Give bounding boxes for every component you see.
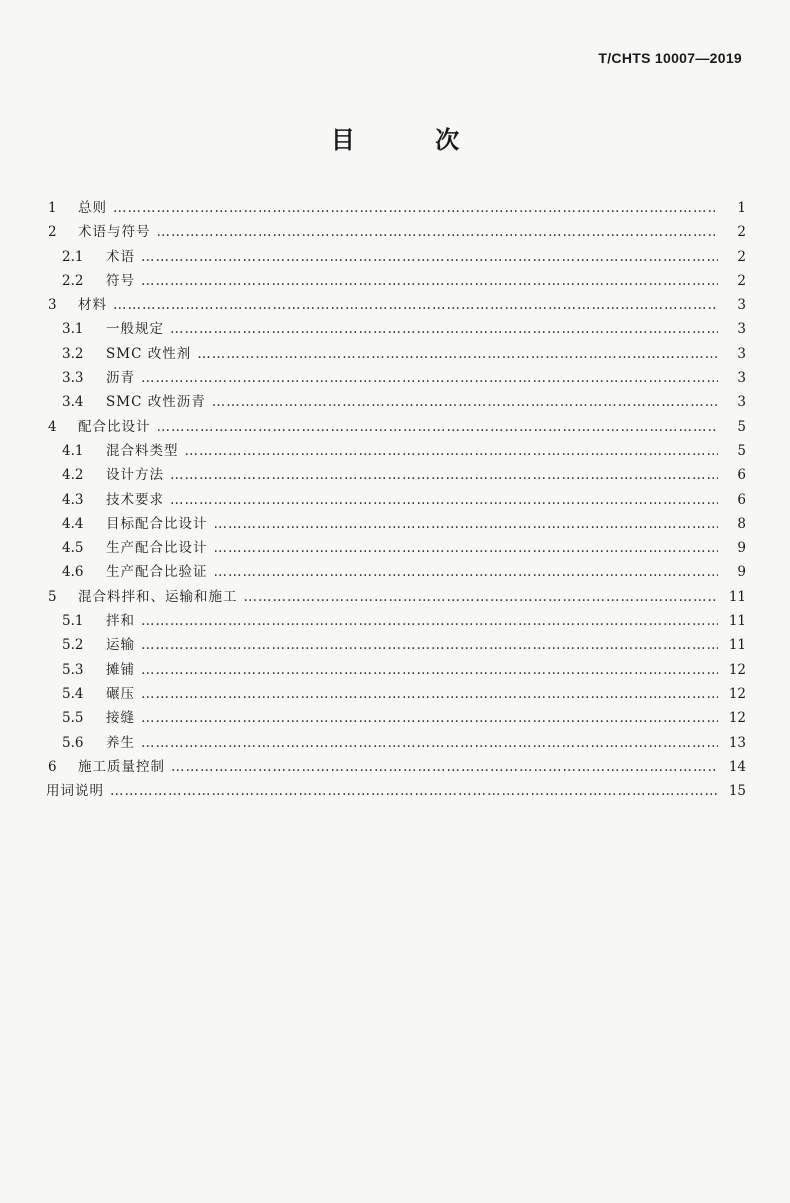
dot-leader (141, 735, 718, 751)
toc-entry[interactable] (46, 512, 746, 536)
toc-entry-number: 5.2 (62, 637, 84, 654)
toc-entry[interactable] (46, 463, 746, 487)
toc-entry-page: 11 (728, 588, 746, 605)
dot-leader (171, 759, 718, 775)
toc-entry-number: 6 (48, 758, 57, 775)
toc-entry-label: 施工质量控制 (78, 758, 165, 775)
toc-entry-label: 一般规定 (106, 321, 164, 338)
toc-entry[interactable] (46, 196, 746, 220)
dot-leader (214, 516, 719, 532)
toc-entry-label: 混合料类型 (106, 442, 179, 459)
toc-entry[interactable] (46, 633, 746, 657)
toc-entry-page: 6 (737, 491, 746, 508)
toc-entry-label: 接缝 (106, 710, 135, 727)
toc-entry-number: 2.1 (62, 248, 84, 265)
toc-entry-number: 5 (48, 588, 57, 605)
toc-entry-number: 3.1 (62, 321, 84, 338)
toc-entry-number: 5.3 (62, 661, 84, 678)
toc-entry-number: 5.1 (62, 613, 84, 630)
toc-entry-number: 3.3 (62, 370, 84, 387)
toc-entry-label: 材料 (78, 297, 107, 314)
toc-entry-page: 13 (728, 734, 746, 751)
toc-entry[interactable] (46, 415, 746, 439)
toc-entry[interactable] (46, 317, 746, 341)
toc-entry[interactable] (46, 342, 746, 366)
toc-entry[interactable] (46, 390, 746, 414)
toc-entry-page: 9 (737, 540, 746, 557)
toc-entry[interactable] (46, 731, 746, 755)
toc-entry-number: 4.3 (62, 491, 84, 508)
toc-entry[interactable] (46, 706, 746, 730)
toc-entry-label: 生产配合比验证 (106, 564, 208, 581)
toc-entry-label: 运输 (106, 637, 135, 654)
dot-leader (110, 783, 718, 799)
toc-entry-number: 5.6 (62, 734, 84, 751)
toc-entry-label: 设计方法 (106, 467, 164, 484)
toc-entry-number: 4.6 (62, 564, 84, 581)
toc-entry-label: 术语 (106, 248, 135, 265)
toc-entry-page: 12 (728, 661, 746, 678)
dot-leader (141, 249, 718, 265)
dot-leader (141, 273, 718, 289)
dot-leader (141, 710, 718, 726)
toc-entry[interactable] (46, 439, 746, 463)
toc-entry-label: 碾压 (106, 685, 135, 702)
dot-leader (113, 297, 718, 313)
dot-leader (141, 370, 718, 386)
dot-leader (141, 637, 718, 653)
toc-entry-page: 15 (728, 783, 746, 800)
dot-leader (141, 613, 718, 629)
toc-entry-label: 符号 (106, 272, 135, 289)
toc-entry-page: 3 (737, 321, 746, 338)
toc-entry-label: 总则 (78, 200, 107, 216)
toc-entry-page: 5 (737, 418, 746, 435)
document-code: T/CHTS 10007—2019 (598, 50, 742, 66)
toc-entry[interactable] (46, 779, 746, 803)
toc-entry-page: 5 (737, 442, 746, 459)
toc-entry-number: 3.2 (62, 345, 84, 362)
page-title: 目 次 (330, 126, 496, 154)
toc-entry-label: 用词说明 (46, 783, 104, 800)
toc-entry-label: 拌和 (106, 613, 135, 630)
toc-entry-number: 2.2 (62, 272, 84, 289)
toc-entry-label: 生产配合比设计 (106, 540, 208, 557)
toc-entry-label: 混合料拌和、运输和施工 (78, 588, 238, 605)
dot-leader (214, 540, 719, 556)
toc-entry[interactable] (46, 366, 746, 390)
toc-entry[interactable] (46, 269, 746, 293)
dot-leader (113, 200, 718, 216)
toc-entry-number: 5.4 (62, 685, 84, 702)
toc-entry[interactable] (46, 536, 746, 560)
toc-entry-page: 11 (728, 613, 746, 630)
toc-entry[interactable] (46, 658, 746, 682)
toc-entry[interactable] (46, 488, 746, 512)
toc-entry-number: 4 (48, 418, 57, 435)
dot-leader (141, 662, 718, 678)
dot-leader (157, 224, 719, 240)
toc-entry-page: 6 (737, 467, 746, 484)
dot-leader (214, 564, 719, 580)
toc-entry-label: 术语与符号 (78, 224, 151, 241)
dot-leader (157, 419, 719, 435)
dot-leader (170, 467, 718, 483)
toc-entry-label: 目标配合比设计 (106, 515, 208, 532)
toc-entry-number: 1 (48, 200, 57, 216)
toc-entry-page: 3 (737, 394, 746, 411)
toc-entry-number: 4.5 (62, 540, 84, 557)
toc-entry-number: 4.2 (62, 467, 84, 484)
toc-entry-number: 4.4 (62, 515, 84, 532)
toc-entry-page: 1 (737, 200, 746, 216)
table-of-contents (46, 196, 746, 803)
toc-entry-page: 2 (737, 248, 746, 265)
toc-entry-number: 2 (48, 224, 57, 241)
toc-entry-label: 养生 (106, 734, 135, 751)
toc-entry-page: 12 (728, 685, 746, 702)
dot-leader (170, 492, 718, 508)
toc-entry[interactable] (46, 293, 746, 317)
toc-entry[interactable] (46, 560, 746, 584)
toc-entry-label: 配合比设计 (78, 418, 151, 435)
toc-entry-label: SMC 改性剂 (106, 345, 192, 362)
toc-entry-page: 3 (737, 345, 746, 362)
dot-leader (185, 443, 719, 459)
dot-leader (212, 394, 718, 410)
toc-entry-number: 3.4 (62, 394, 84, 411)
toc-entry[interactable] (46, 682, 746, 706)
toc-entry-number: 4.1 (62, 442, 84, 459)
toc-entry-page: 2 (737, 224, 746, 241)
dot-leader (170, 321, 718, 337)
toc-entry-page: 12 (728, 710, 746, 727)
toc-entry-page: 11 (728, 637, 746, 654)
toc-entry-number: 5.5 (62, 710, 84, 727)
toc-entry-page: 14 (728, 758, 746, 775)
toc-entry-page: 3 (737, 297, 746, 314)
toc-entry-label: 技术要求 (106, 491, 164, 508)
toc-entry[interactable] (46, 755, 746, 779)
toc-entry[interactable] (46, 245, 746, 269)
toc-entry[interactable] (46, 220, 746, 244)
dot-leader (197, 346, 718, 362)
toc-entry-label: 沥青 (106, 370, 135, 387)
toc-entry-label: 摊铺 (106, 661, 135, 678)
toc-entry-page: 9 (737, 564, 746, 581)
toc-entry-label: SMC 改性沥青 (106, 394, 206, 411)
toc-entry-page: 8 (737, 515, 746, 532)
toc-entry-number: 3 (48, 297, 57, 314)
dot-leader (141, 686, 718, 702)
toc-entry-page: 3 (737, 370, 746, 387)
toc-entry-page: 2 (737, 272, 746, 289)
toc-entry[interactable] (46, 609, 746, 633)
dot-leader (244, 589, 719, 605)
toc-entry[interactable] (46, 585, 746, 609)
